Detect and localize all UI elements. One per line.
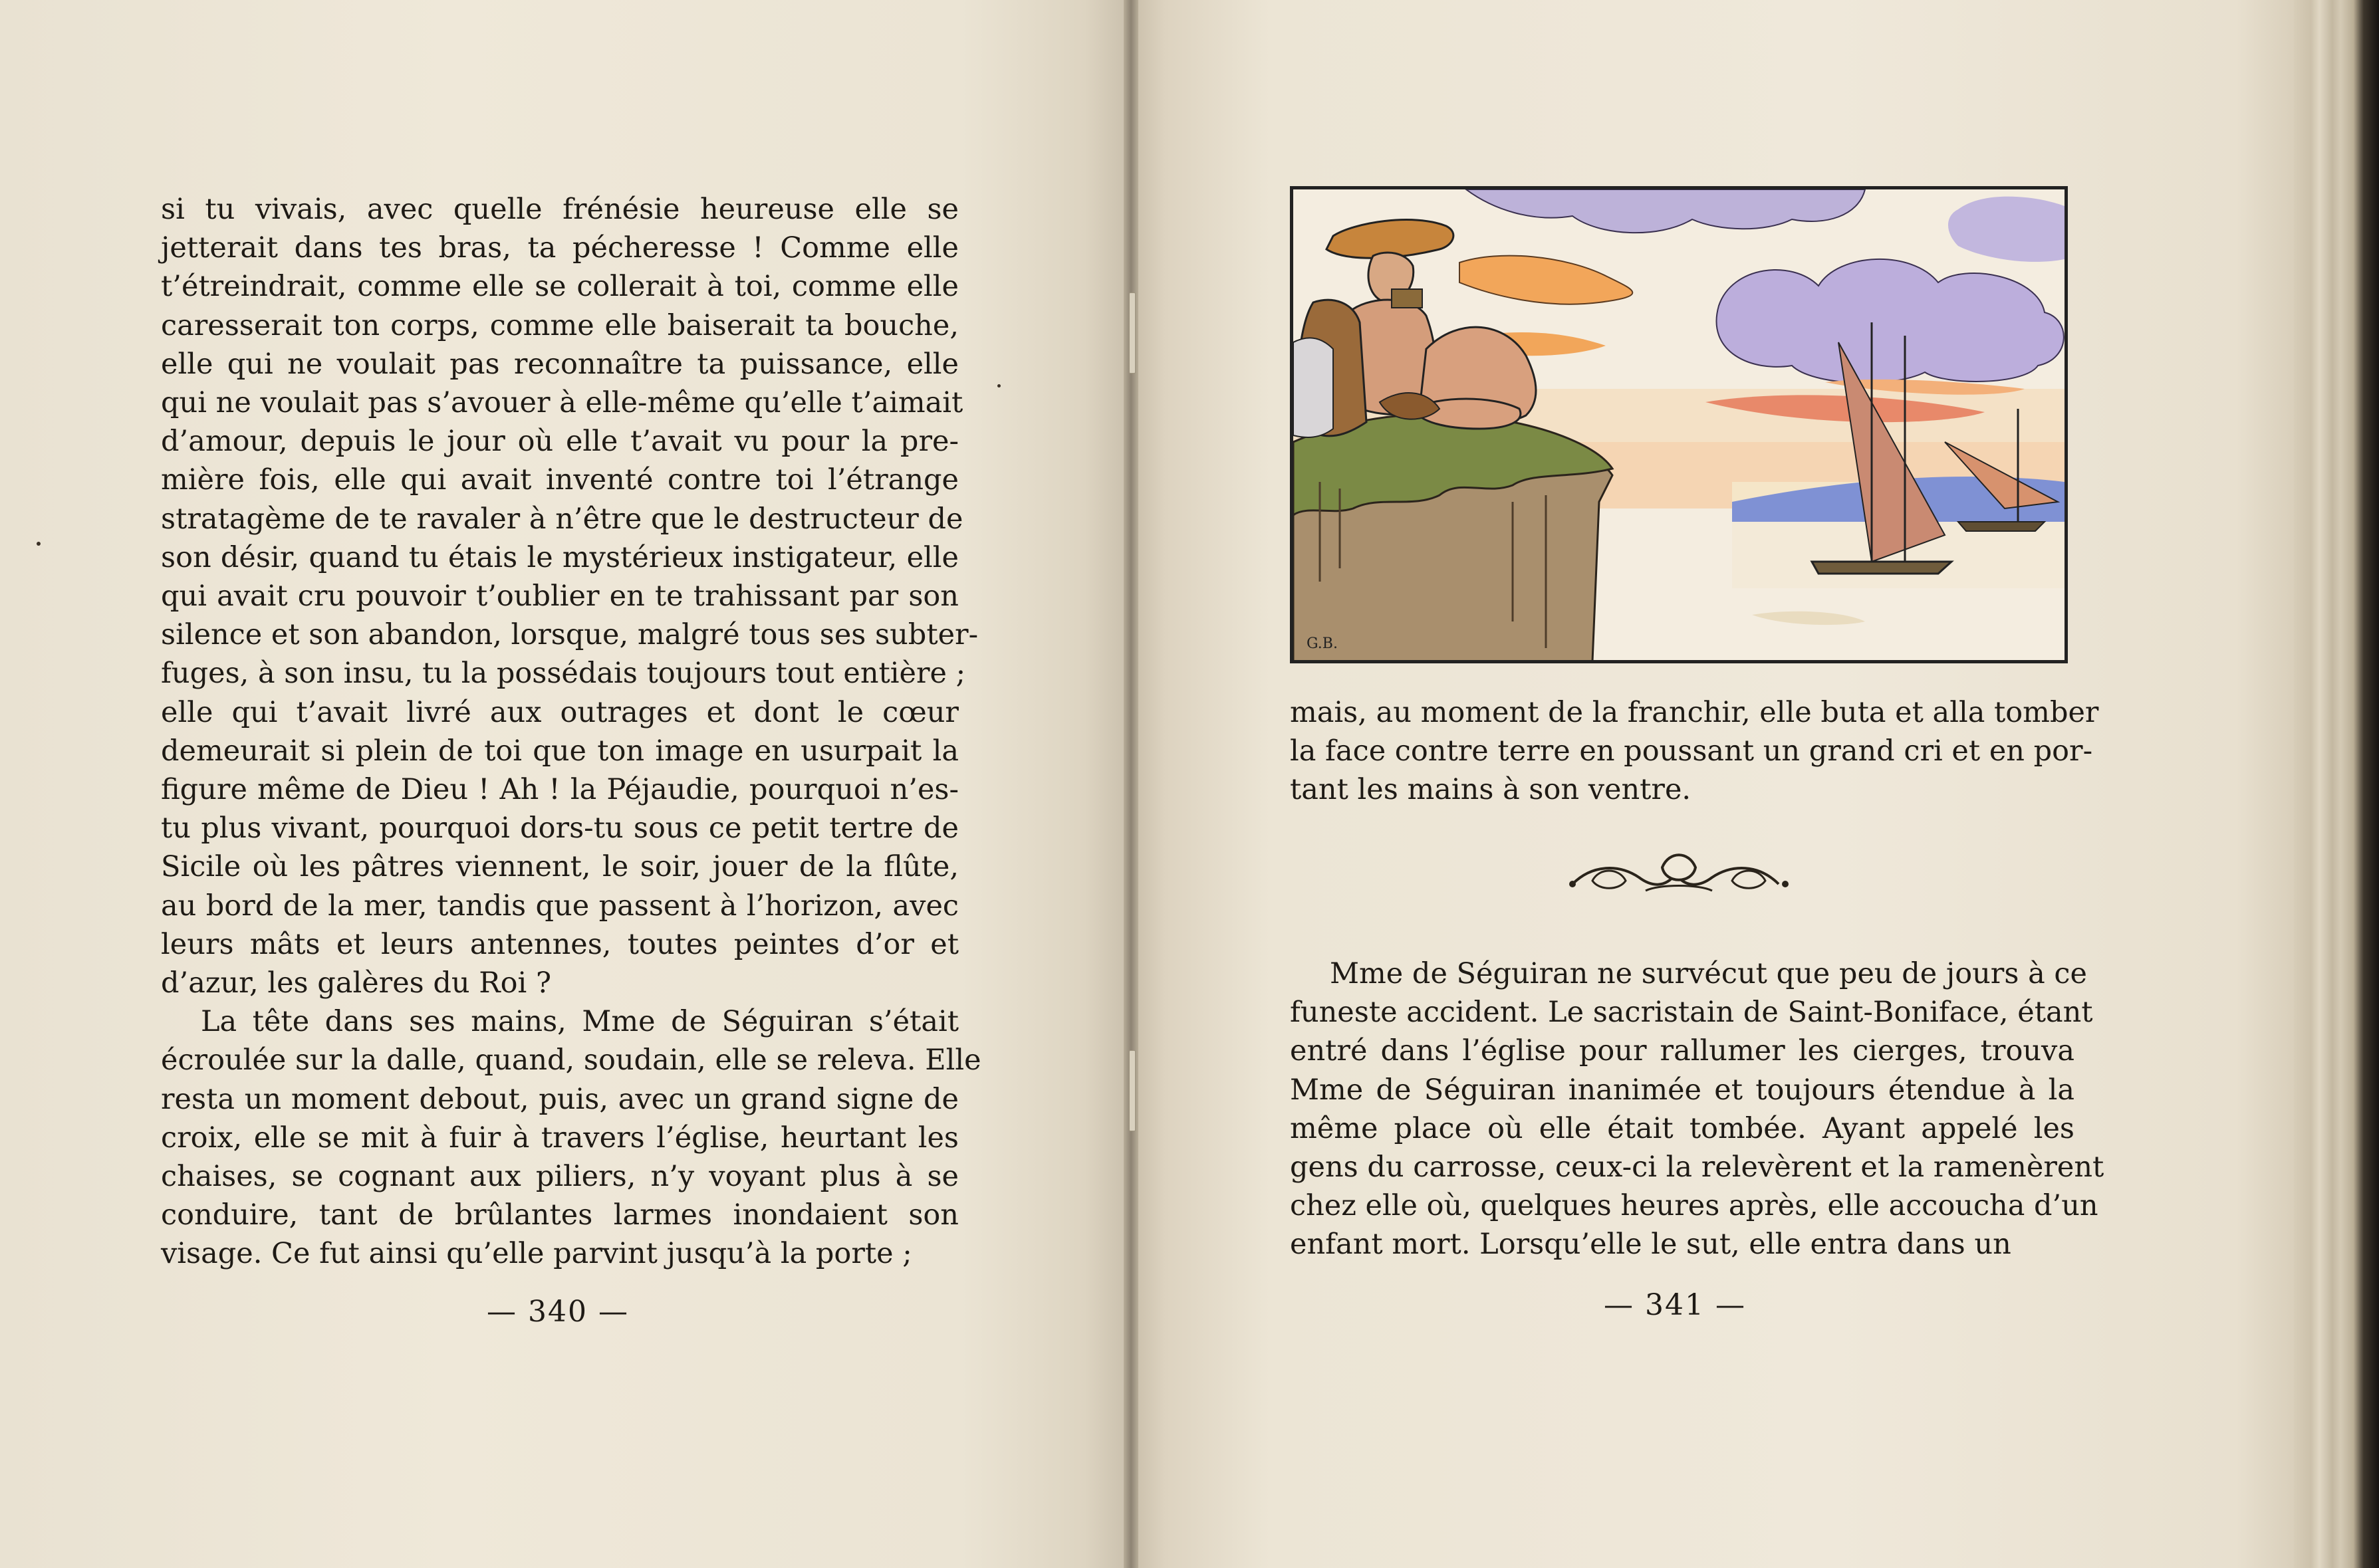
illustration-artwork [1293, 189, 2065, 660]
text-line: silence et son abandon, lorsque, malgré tous ses subter- [161, 618, 979, 652]
page-number-right: — 341 — [1604, 1288, 1746, 1322]
text-line: conduire, tant de brûlantes larmes inondaient son [161, 1198, 959, 1232]
text-line: resta un moment debout, puis, avec un grand signe de [161, 1082, 959, 1116]
text-line: son désir, quand tu étais le mystérieux instigateur, elle [161, 540, 959, 574]
right-page-text-bottom [1290, 954, 2104, 1264]
left-page-text [161, 190, 981, 1274]
binding-stitch [1129, 1050, 1136, 1131]
text-line: au bord de la mer, tandis que passent à l’horizon, avec [161, 889, 959, 923]
text-line: gens du carrosse, ceux-ci la relevèrent et la ramenèrent [1290, 1151, 2104, 1184]
text-line: écroulée sur la dalle, quand, soudain, elle se releva. Elle [161, 1044, 981, 1077]
paper-speck [37, 542, 41, 546]
text-line: caresserait ton corps, comme elle baiserait ta bouche, [161, 308, 959, 342]
text-line: elle qui ne voulait pas reconnaître ta puissance, elle [161, 347, 959, 381]
text-line: elle qui t’avait livré aux outrages et dont le cœur [161, 695, 959, 729]
text-line: leurs mâts et leurs antennes, toutes peintes d’or et [161, 927, 959, 961]
ornament-vignette-icon [1566, 844, 1792, 904]
text-line: visage. Ce fut ainsi qu’elle parvint jusqu’à la porte ; [161, 1237, 912, 1271]
text-line: figure même de Dieu ! Ah ! la Péjaudie, pourquoi n’es- [161, 773, 959, 807]
text-line: stratagème de te ravaler à n’être que le destructeur de [161, 502, 963, 536]
right-page-text-top [1290, 693, 2099, 810]
text-line: si tu vivais, avec quelle frénésie heureuse elle se [161, 193, 959, 226]
page-edges [2294, 0, 2379, 1568]
text-line: tu plus vivant, pourquoi dors-tu sous ce petit tertre de [161, 812, 959, 845]
text-line: chez elle où, quelques heures après, elle accoucha d’un [1290, 1189, 2098, 1223]
text-line: Mme de Séguiran ne survécut que peu de jours à ce [1330, 957, 2087, 990]
page-number-left: — 340 — [487, 1295, 629, 1329]
text-line: fuges, à son insu, tu la possédais toujours tout entière ; [161, 657, 966, 691]
left-paragraph-1 [161, 190, 979, 1002]
pochoir-illustration [1290, 186, 2068, 663]
binding-stitch [1129, 292, 1136, 374]
text-line: jetterait dans tes bras, ta pécheresse ! Comme elle [161, 231, 959, 265]
text-line: entré dans l’église pour rallumer les cierges, trouva [1290, 1034, 2074, 1068]
text-line: croix, elle se mit à fuir à travers l’église, heurtant les [161, 1121, 959, 1155]
text-line: mais, au moment de la franchir, elle buta et alla tomber [1290, 696, 2099, 729]
left-paragraph-2 [161, 1002, 981, 1273]
text-line: qui ne voulait pas s’avouer à elle-même qu’elle t’aimait [161, 386, 963, 420]
paper-speck [997, 384, 1001, 388]
book-gutter [1124, 0, 1138, 1568]
text-line: mière fois, elle qui avait inventé contre toi l’étrange [161, 463, 959, 497]
text-line: la face contre terre en poussant un grand cri et en por- [1290, 734, 2093, 768]
text-line: même place où elle était tombée. Ayant appelé les [1290, 1111, 2074, 1145]
illustration-signature: G.B. [1307, 635, 1338, 652]
text-line: tant les mains à son ventre. [1290, 773, 1691, 807]
text-line: La tête dans ses mains, Mme de Séguiran s’était [201, 1005, 959, 1039]
right-paragraph-1 [1290, 693, 2099, 810]
text-line: t’étreindrait, comme elle se collerait à toi, comme elle [161, 270, 959, 304]
text-line: qui avait cru pouvoir t’oublier en te trahissant par son [161, 580, 959, 614]
text-line: d’amour, depuis le jour où elle t’avait vu pour la pre- [161, 425, 959, 459]
text-line: Mme de Séguiran inanimée et toujours étendue à la [1290, 1073, 2074, 1107]
text-line: enfant mort. Lorsqu’elle le sut, elle entra dans un [1290, 1228, 2011, 1262]
text-line: d’azur, les galères du Roi ? [161, 966, 552, 1000]
text-line: Sicile où les pâtres viennent, le soir, jouer de la flûte, [161, 850, 959, 884]
text-line: chaises, se cognant aux piliers, n’y voyant plus à se [161, 1160, 959, 1194]
right-paragraph-2 [1290, 954, 2104, 1264]
text-line: demeurait si plein de toi que ton image en usurpait la [161, 734, 959, 768]
text-line: funeste accident. Le sacristain de Saint-Boniface, étant [1290, 996, 2093, 1030]
